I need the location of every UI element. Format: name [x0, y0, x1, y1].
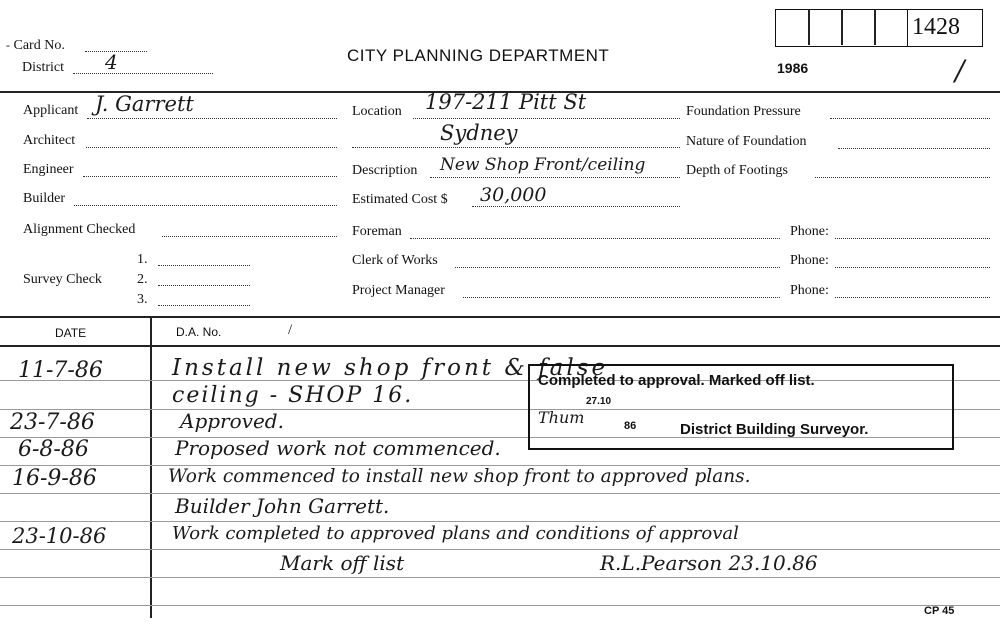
clerk-of-works-label: Clerk of Works [352, 253, 438, 268]
survey-1-label: 1. [137, 252, 148, 267]
survey-3-field [158, 305, 250, 306]
description-field [430, 177, 680, 178]
entry-text: Work completed to approved plans and conditions of approval [172, 523, 739, 544]
district-field [73, 73, 213, 74]
entry-text: Builder John Garrett. [175, 494, 390, 518]
architect-field [86, 147, 337, 148]
builder-label: Builder [23, 191, 65, 206]
date-column-divider [150, 318, 152, 618]
project-manager-field [463, 297, 780, 298]
applicant-label: Applicant [23, 103, 79, 118]
alignment-field [162, 236, 337, 237]
depth-footings-field [815, 177, 990, 178]
survey-check-label: Survey Check [23, 272, 102, 287]
date-header: DATE [55, 326, 87, 340]
district-label: District [22, 60, 64, 75]
phone-field-manager [835, 297, 990, 298]
foundation-pressure-label: Foundation Pressure [686, 104, 801, 119]
phone-field-clerk [835, 267, 990, 268]
signature: R.L.Pearson 23.10.86 [600, 551, 818, 575]
architect-label: Architect [23, 133, 76, 148]
survey-2-field [158, 285, 250, 286]
entry-text: Work commenced to install new shop front to approved plans. [168, 466, 751, 487]
survey-2-label: 2. [137, 272, 148, 287]
cost-field [472, 206, 680, 207]
cost-label: Estimated Cost $ [352, 192, 448, 207]
depth-footings-label: Depth of Footings [686, 163, 788, 178]
nature-foundation-field [838, 148, 990, 149]
phone-label-clerk: Phone: [790, 253, 829, 268]
da-no-value: / [288, 322, 293, 338]
location-label: Location [352, 104, 402, 119]
location-field [413, 118, 680, 119]
entry-date: 6-8-86 [18, 437, 89, 462]
phone-field-foreman [835, 238, 990, 239]
card-mark: / [955, 54, 965, 87]
stamp-line-2: District Building Surveyor. [680, 421, 869, 438]
phone-label-manager: Phone: [790, 283, 829, 298]
entry-date: 23-7-86 [10, 410, 95, 435]
location-field-2 [352, 147, 680, 148]
applicant-field [87, 118, 337, 119]
location-value-2: Sydney [440, 121, 518, 145]
stamp-initials: Thum [538, 408, 585, 427]
clerk-of-works-field [455, 267, 780, 268]
builder-field [74, 205, 337, 206]
page-title: CITY PLANNING DEPARTMENT [347, 46, 610, 65]
district-value: 4 [105, 50, 118, 74]
entry-text: Proposed work not commenced. [175, 436, 501, 460]
entry-text: ceiling - SHOP 16. [172, 383, 414, 408]
description-label: Description [352, 163, 418, 178]
approval-stamp [528, 364, 954, 450]
entry-text: Approved. [180, 409, 284, 433]
foreman-label: Foreman [352, 224, 402, 239]
year-label: 1986 [777, 60, 809, 76]
project-manager-label: Project Manager [352, 283, 445, 298]
stamp-line-1: Completed to approval. Marked off list. [538, 372, 815, 389]
entry-text: Install new shop front & false [172, 355, 609, 381]
survey-1-field [158, 265, 250, 266]
location-value: 197-211 Pitt St [425, 90, 587, 114]
entry-text: Mark off list [280, 551, 405, 575]
stamp-date-bottom: 86 [624, 420, 637, 432]
survey-3-label: 3. [137, 292, 148, 307]
description-value: New Shop Front/ceiling [440, 155, 646, 175]
card-no-label: - Card No. [6, 38, 65, 53]
engineer-label: Engineer [23, 162, 74, 177]
entry-date: 11-7-86 [18, 358, 103, 383]
foreman-field [410, 238, 780, 239]
stamp-date-top: 27.10 [586, 396, 612, 407]
form-code: CP 45 [924, 605, 955, 617]
engineer-field [83, 176, 337, 177]
card-number: 1428 [912, 14, 960, 40]
da-no-header: D.A. No. [176, 325, 222, 339]
applicant-value: J. Garrett [95, 92, 194, 116]
cost-value: 30,000 [480, 184, 547, 206]
entry-date: 23-10-86 [12, 524, 107, 548]
entry-date: 16-9-86 [12, 466, 97, 491]
phone-label-foreman: Phone: [790, 224, 829, 239]
foundation-pressure-field [830, 118, 990, 119]
alignment-label: Alignment Checked [23, 222, 136, 237]
nature-foundation-label: Nature of Foundation [686, 134, 807, 149]
